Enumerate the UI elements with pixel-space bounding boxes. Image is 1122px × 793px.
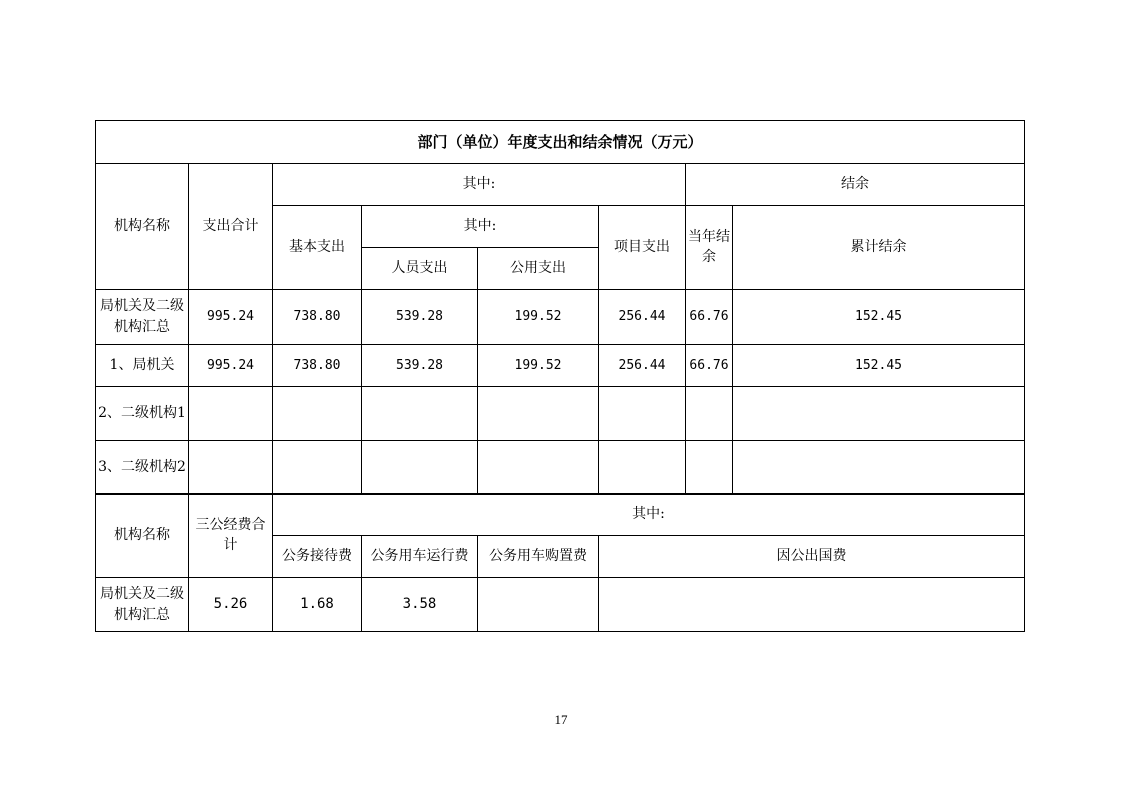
expenditure-balance-table bbox=[95, 120, 1025, 495]
header-current-year: 当年结余 bbox=[686, 206, 733, 290]
header-three-public-total: 三公经费合计 bbox=[189, 494, 273, 578]
table-row bbox=[96, 441, 1025, 495]
row-name: 局机关及二级机构汇总 bbox=[96, 578, 189, 632]
row-basic: 738.80 bbox=[273, 345, 362, 387]
header-basic: 基本支出 bbox=[273, 206, 362, 290]
row-project: 256.44 bbox=[599, 345, 686, 387]
header-total: 支出合计 bbox=[189, 164, 273, 290]
row-cumulative bbox=[733, 387, 1025, 441]
row-current: 66.76 bbox=[686, 345, 733, 387]
table-row bbox=[96, 345, 1025, 387]
row-personnel bbox=[362, 387, 478, 441]
row-vehicle-operation: 3.58 bbox=[362, 578, 478, 632]
header-vehicle-operation: 公务用车运行费 bbox=[362, 536, 478, 578]
table-row bbox=[96, 578, 1025, 632]
table-row bbox=[96, 387, 1025, 441]
three-public-expenses-table bbox=[95, 493, 1025, 632]
row-basic bbox=[273, 387, 362, 441]
row-public: 199.52 bbox=[478, 345, 599, 387]
header-reception: 公务接待费 bbox=[273, 536, 362, 578]
row-overseas bbox=[599, 578, 1025, 632]
header-balance: 结余 bbox=[686, 164, 1025, 206]
row-vehicle-purchase bbox=[478, 578, 599, 632]
row-basic: 738.80 bbox=[273, 290, 362, 345]
header-of-which: 其中: bbox=[273, 164, 686, 206]
header-org-name: 机构名称 bbox=[96, 164, 189, 290]
page-number: 17 bbox=[554, 712, 568, 727]
header-public: 公用支出 bbox=[478, 248, 599, 290]
row-name: 3、二级机构2 bbox=[96, 441, 189, 495]
table-row bbox=[96, 290, 1025, 345]
row-public bbox=[478, 441, 599, 495]
row-basic bbox=[273, 441, 362, 495]
row-total bbox=[189, 387, 273, 441]
table-title: 部门（单位）年度支出和结余情况（万元） bbox=[96, 121, 1025, 164]
row-personnel: 539.28 bbox=[362, 290, 478, 345]
row-cumulative: 152.45 bbox=[733, 290, 1025, 345]
row-current: 66.76 bbox=[686, 290, 733, 345]
header-project: 项目支出 bbox=[599, 206, 686, 290]
header-org-name: 机构名称 bbox=[96, 494, 189, 578]
row-cumulative bbox=[733, 441, 1025, 495]
row-total: 995.24 bbox=[189, 290, 273, 345]
row-personnel bbox=[362, 441, 478, 495]
header-overseas: 因公出国费 bbox=[599, 536, 1025, 578]
row-public: 199.52 bbox=[478, 290, 599, 345]
row-total: 5.26 bbox=[189, 578, 273, 632]
row-project bbox=[599, 441, 686, 495]
row-personnel: 539.28 bbox=[362, 345, 478, 387]
row-total bbox=[189, 441, 273, 495]
row-name: 局机关及二级机构汇总 bbox=[96, 290, 189, 345]
row-reception: 1.68 bbox=[273, 578, 362, 632]
row-cumulative: 152.45 bbox=[733, 345, 1025, 387]
header-cumulative: 累计结余 bbox=[733, 206, 1025, 290]
row-current bbox=[686, 441, 733, 495]
header-basic-of-which: 其中: bbox=[362, 206, 599, 248]
row-name: 2、二级机构1 bbox=[96, 387, 189, 441]
header-of-which: 其中: bbox=[273, 494, 1025, 536]
row-project bbox=[599, 387, 686, 441]
row-total: 995.24 bbox=[189, 345, 273, 387]
row-current bbox=[686, 387, 733, 441]
row-public bbox=[478, 387, 599, 441]
header-personnel: 人员支出 bbox=[362, 248, 478, 290]
header-vehicle-purchase: 公务用车购置费 bbox=[478, 536, 599, 578]
row-name: 1、局机关 bbox=[96, 345, 189, 387]
row-project: 256.44 bbox=[599, 290, 686, 345]
